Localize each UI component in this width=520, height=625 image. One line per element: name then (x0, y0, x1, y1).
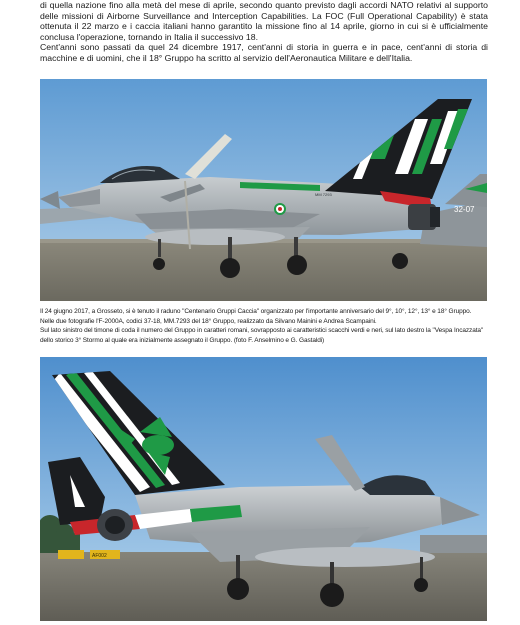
caption-line: Nelle due fotografie l'F-2000A, codici 37-18, MM.7293 del 18° Gruppo, realizzato da Silvano Mainini e Andrea Scampaini. (40, 317, 377, 325)
caption-line: Il 24 giugno 2017, a Grosseto, si è tenuto il raduno "Centenario Gruppi Caccia" organizzato per l'importante anniversario del 9°, 10°, 12°, 13° e 18° Gruppo. (40, 308, 472, 315)
caption-line: dello storico 3° Stormo al quale era inizialmente assegnato il Gruppo. (foto F. Anselmino e G. Gastaldi) (40, 336, 325, 344)
tarmac (40, 239, 487, 301)
photo-caption (40, 307, 488, 345)
photo-bottom-eurofighter-rear (40, 357, 487, 621)
photo-bottom-illustration (40, 357, 487, 621)
neighbour-jet-code: 32-07 (454, 205, 475, 214)
bollard-text: AF002 (92, 553, 107, 559)
caption-line: Sul lato sinistro del timone di coda il numero del Gruppo in caratteri romani, sovrapposto ai caratteristici scacchi verdi e neri, sul lato destro la "Vespa Incazzata" (40, 327, 484, 335)
photo-top-eurofighter-side (40, 79, 487, 301)
jet-serial: MM 7293 (315, 192, 332, 197)
article-text (40, 0, 488, 64)
article-paragraph: di quella nazione fino alla metà del mese di aprile, secondo quanto previsto dagli accordi NATO relativi al supporto delle missioni di Airborne Surveillance and Interception Capabilities. La FOC (Full Operational Capability) è stata ottenuta il 22 marzo e i caccia italiani hanno garantito la missione fino al 14 aprile, giorno in cui si è ufficialmente conclusa l'operazione, tornando in Italia il successivo 18. (40, 0, 488, 42)
article-paragraph: Cent'anni sono passati da quel 24 dicembre 1917, cent'anni di storia in guerra e in pace, cent'anni di storia di macchine e di uomini, che il 18° Gruppo ha scritto al servizio dell'Aeronautica Militare e dell'Italia. (40, 42, 488, 63)
photo-top-illustration (40, 79, 487, 301)
